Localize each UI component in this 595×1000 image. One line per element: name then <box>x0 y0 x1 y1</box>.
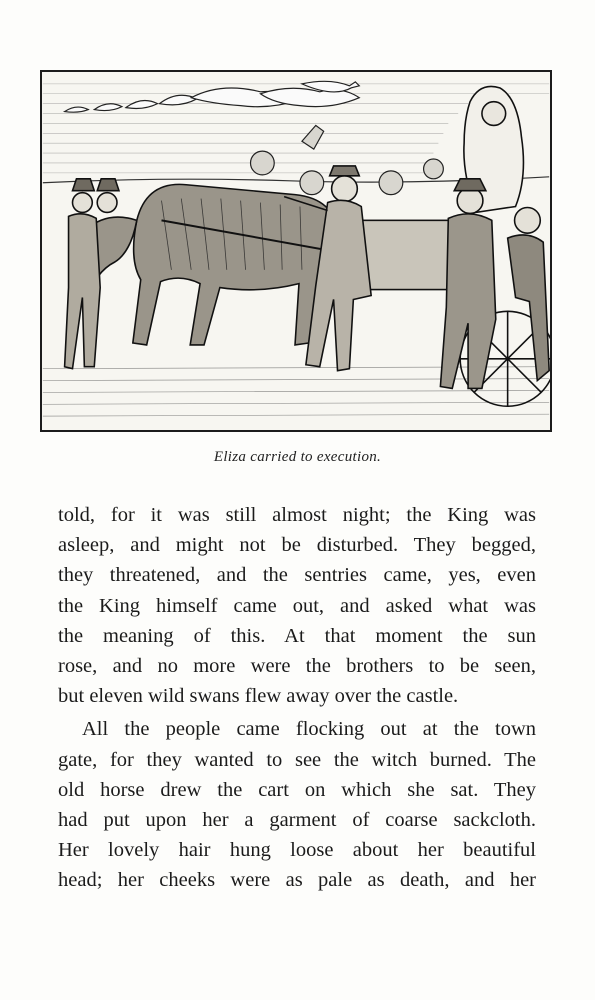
engraving-drawing <box>42 72 550 430</box>
paragraph-2 <box>58 714 536 895</box>
engraving-illustration <box>40 70 552 432</box>
text-line: rose, and no more were the brothers to be seen, <box>58 654 536 677</box>
text-line: the meaning of this. At that moment the sun <box>58 624 536 647</box>
text-line: had put upon her a garment of coarse sackcloth. <box>58 808 536 831</box>
text-line: All the people came flocking out at the town <box>82 718 536 741</box>
text-line: but eleven wild swans flew away over the castle. <box>58 685 459 708</box>
text-line: Her lovely hair hung loose about her beautiful <box>58 839 536 862</box>
text-line: asleep, and might not be disturbed. They begged, <box>58 534 536 557</box>
text-line: the King himself came out, and asked what was <box>58 594 536 617</box>
swans <box>65 81 360 112</box>
paragraph-1 <box>58 500 536 711</box>
text-line: told, for it was still almost night; the King was <box>58 504 536 526</box>
body-text <box>58 500 536 895</box>
text-line: gate, for they wanted to see the witch burned. The <box>58 748 536 771</box>
text-line: old horse drew the cart on which she sat. They <box>58 778 536 801</box>
text-line: they threatened, and the sentries came, yes, even <box>58 564 536 587</box>
text-line: head; her cheeks were as pale as death, and her <box>58 869 536 892</box>
illustration-caption: Eliza carried to execution. <box>213 449 382 465</box>
